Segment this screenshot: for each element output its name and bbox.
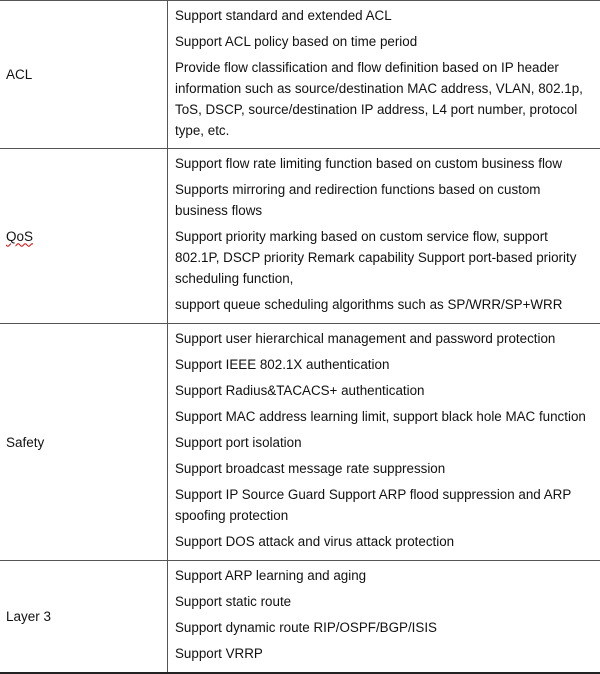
feature-line: Support priority marking based on custom service flow, support 802.1P, DSCP priority Remark capability Support port-based priority scheduling function, (175, 226, 594, 289)
feature-line: Support user hierarchical management and password protection (175, 328, 594, 349)
feature-line: Support IEEE 802.1X authentication (175, 354, 594, 375)
feature-line: Provide flow classification and flow definition based on IP header information such as source/destination MAC address, VLAN, 802.1p, ToS, DSCP, source/destination IP address, L4 port number, protocol type, etc. (175, 57, 594, 141)
category-cell (0, 149, 168, 324)
feature-line: Support port isolation (175, 432, 594, 453)
category-label: Safety (6, 435, 44, 450)
table-row (0, 324, 600, 561)
feature-line: Support VRRP (175, 643, 594, 664)
category-cell (0, 561, 168, 673)
feature-line: Support DOS attack and virus attack protection (175, 531, 594, 552)
features-cell (168, 324, 600, 561)
feature-line: Supports mirroring and redirection functions based on custom business flows (175, 179, 594, 221)
feature-line: Support dynamic route RIP/OSPF/BGP/ISIS (175, 617, 594, 638)
feature-line: Support broadcast message rate suppression (175, 458, 594, 479)
feature-line: Support MAC address learning limit, support black hole MAC function (175, 406, 594, 427)
table-row (0, 561, 600, 673)
feature-line: Support standard and extended ACL (175, 5, 594, 26)
feature-line: support queue scheduling algorithms such as SP/WRR/SP+WRR (175, 294, 594, 315)
table-row (0, 1, 600, 149)
feature-line: Support Radius&TACACS+ authentication (175, 380, 594, 401)
feature-line: Support IP Source Guard Support ARP flood suppression and ARP spoofing protection (175, 484, 594, 526)
table-row (0, 149, 600, 324)
features-cell (168, 1, 600, 149)
category-label: QoS (6, 229, 33, 244)
features-cell (168, 149, 600, 324)
feature-line: Support ARP learning and aging (175, 565, 594, 586)
features-cell (168, 561, 600, 673)
category-cell (0, 1, 168, 149)
feature-line: Support ACL policy based on time period (175, 31, 594, 52)
feature-line: Support static route (175, 591, 594, 612)
category-label: Layer 3 (6, 609, 51, 624)
category-cell (0, 324, 168, 561)
feature-line: Support flow rate limiting function based on custom business flow (175, 153, 594, 174)
category-label: ACL (6, 67, 32, 82)
